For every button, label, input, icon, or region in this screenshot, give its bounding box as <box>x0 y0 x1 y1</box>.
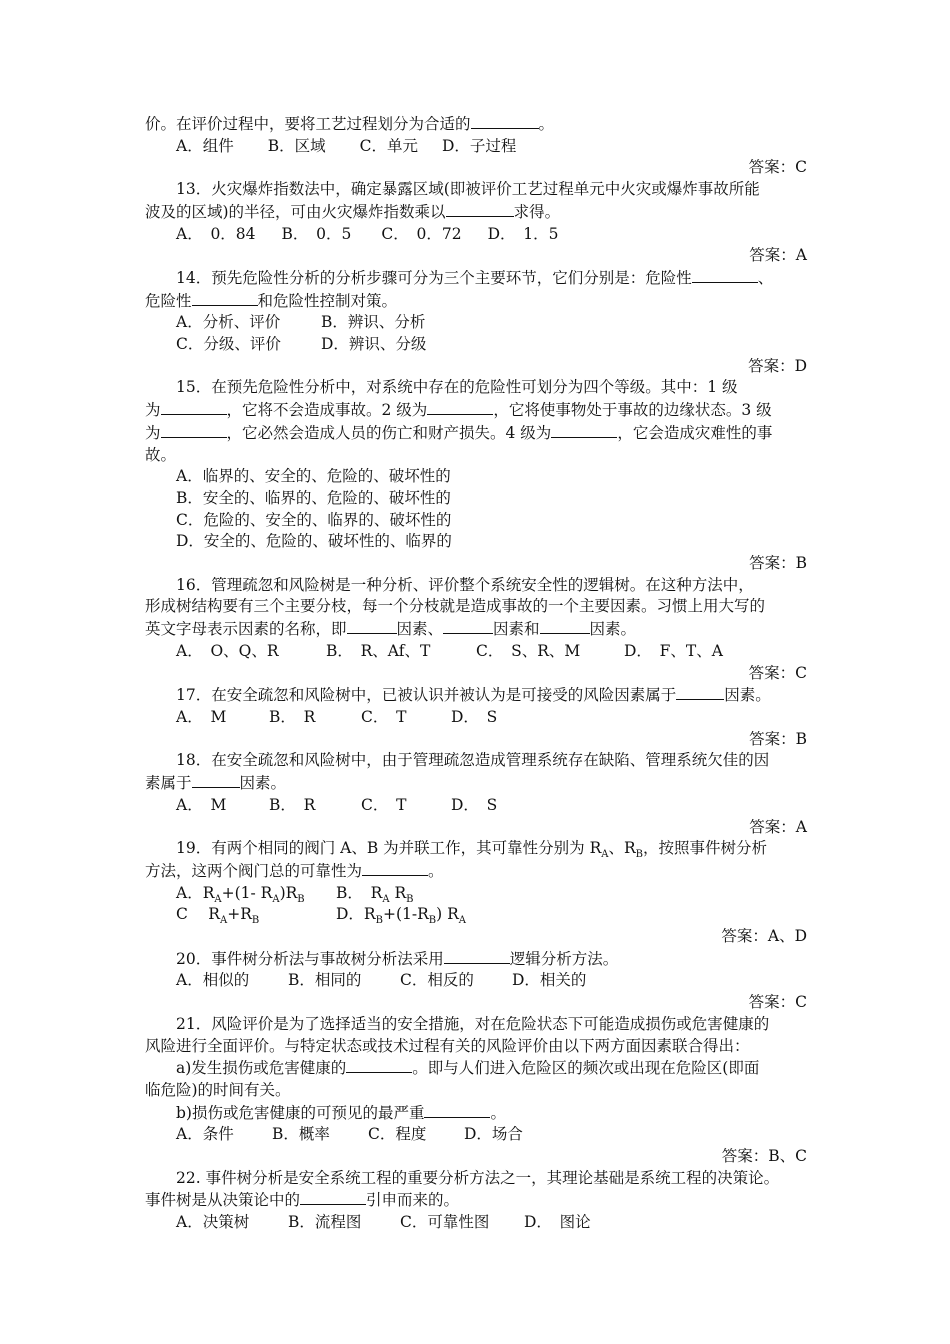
q16-options: A． O、Q、R B． R、Af、T C． S、R、M D． F、T、A <box>176 641 723 660</box>
q20-text: 20．事件树分析法与事故树分析法采用 逻辑分析方法。 <box>176 949 619 968</box>
q15-option-d: D．安全的、危险的、破坏性的、临界的 <box>176 532 452 551</box>
q15-option-a: A．临界的、安全的、危险的、破坏性的 <box>176 467 451 486</box>
answer-blank <box>692 267 758 283</box>
q17-text: 17．在安全疏忽和风险树中，已被认识并被认为是可接受的风险因素属于 因素。 <box>176 686 771 705</box>
q15-option-c: C．危险的、安全的、临界的、破坏性的 <box>176 510 452 529</box>
q13-text-line1: 13．火灾爆炸指数法中，确定暴露区域(即被评价工艺过程单元中火灾或爆炸事故所能 <box>176 180 760 199</box>
q17-options: A． M B． R C． T D． S <box>176 707 498 726</box>
q17-answer: 答案：B <box>749 729 807 748</box>
answer-blank <box>300 1189 366 1205</box>
answer-blank <box>161 399 227 415</box>
q19-option-c: C $R_A+R_B$ <box>176 905 260 927</box>
answer-blank <box>192 290 258 306</box>
answer-blank <box>446 201 514 217</box>
q21-options: A．条件 B．概率 C．程度 D．场合 <box>176 1125 523 1144</box>
q16-answer: 答案：C <box>748 663 807 682</box>
answer-blank <box>192 772 240 788</box>
q15-text-line4: 故。 <box>145 445 177 464</box>
q20-options: A．相似的 B．相同的 C．相反的 D．相关的 <box>176 971 587 990</box>
q16-text-line1: 16．管理疏忽和风险树是一种分析、评价整个系统安全性的逻辑树。在这种方法中， <box>176 575 754 594</box>
q19-option-b: B． $R_A$ $R_B$ <box>336 883 414 905</box>
q12-options: A．组件 B．区域 C．单元 D．子过程 <box>176 136 517 155</box>
q16-text-line3: 英文字母表示因素的名称，即 因素、 因素和 因素。 <box>145 620 637 639</box>
q21-answer: 答案：B、C <box>721 1147 807 1166</box>
q21-text-a2: 临危险)的时间有关。 <box>145 1080 291 1099</box>
answer-blank <box>471 113 539 129</box>
answer-blank <box>362 860 428 876</box>
answer-blank <box>427 399 493 415</box>
q19-text-line2: 方法，这两个阀门总的可靠性为 。 <box>145 861 444 880</box>
q12-answer: 答案：C <box>748 158 807 177</box>
q14-text-line1: 14．预先危险性分析的分析步骤可分为三个主要环节，它们分别是：危险性 、 <box>176 268 774 287</box>
q22-text-line2: 事件树是从决策论中的 引申而来的。 <box>145 1191 460 1210</box>
q12-text: 价。在评价过程中，要将工艺过程划分为合适的 。 <box>145 115 555 133</box>
answer-blank <box>347 618 397 634</box>
q21-text-line2: 风险进行全面评价。与特定状态或技术过程有关的风险评价由以下两方面因素联合得出： <box>145 1036 750 1055</box>
q22-options: A．决策树 B．流程图 C．可靠性图 D． 图论 <box>176 1213 591 1232</box>
q21-text-b: b)损伤或危害健康的可预见的最严重 。 <box>176 1103 506 1122</box>
q13-text-line2: 波及的区域)的半径，可由火灾爆炸指数乘以 求得。 <box>145 202 561 221</box>
q21-text-a1: a)发生损伤或危害健康的 。即与人们进入危险区的频次或出现在危险区(即面 <box>176 1059 760 1078</box>
q15-answer: 答案：B <box>749 554 807 573</box>
answer-blank <box>444 948 510 964</box>
q14-options-row2: C．分级、评价 D．辨识、分级 <box>176 335 427 354</box>
q22-text-line1: 22. 事件树分析是安全系统工程的重要分析方法之一，其理论基础是系统工程的决策论。 <box>176 1168 780 1187</box>
q14-options-row1: A．分析、评价 B．辨识、分析 <box>176 313 426 332</box>
q19-option-a: A．$R_A+(1-$ $R_A)R_B$ <box>176 883 305 905</box>
q19-answer: 答案：A、D <box>721 927 807 946</box>
q19-option-d: D．$R_B+(1-R_B)$ $R_A$ <box>336 905 467 927</box>
q18-text-line2: 素属于 因素。 <box>145 774 287 793</box>
q14-text-line2: 危险性 和危险性控制对策。 <box>145 291 398 310</box>
answer-blank <box>676 684 724 700</box>
q21-text-line1: 21．风险评价是为了选择适当的安全措施，对在危险状态下可能造成损伤或危害健康的 <box>176 1014 770 1033</box>
q13-answer: 答案：A <box>749 246 807 265</box>
answer-blank <box>443 618 493 634</box>
q13-options: A． 0．84 B． 0．5 C． 0．72 D． 1．5 <box>176 224 559 243</box>
q19-options-row1 <box>145 883 807 905</box>
q18-text-line1: 18．在安全疏忽和风险树中，由于管理疏忽造成管理系统存在缺陷、管理系统欠佳的因 <box>176 751 770 770</box>
q18-answer: 答案：A <box>749 817 807 836</box>
answer-blank <box>540 618 590 634</box>
q19-text-line1: 19．有两个相同的阀门 A、B 为并联工作，其可靠性分别为 $R_A$、$R_B$，按照事件树分析 <box>176 839 768 861</box>
q15-text-line2: 为 ，它将不会造成事故。2 级为 ，它将使事物处于事故的边缘状态。3 级 <box>145 401 772 420</box>
q19-options-row2 <box>145 904 807 926</box>
q15-option-b: B．安全的、临界的、危险的、破坏性的 <box>176 488 451 507</box>
q16-text-line2: 形成树结构要有三个主要分枝，每一个分枝就是造成事故的一个主要因素。习惯上用大写的 <box>145 597 766 616</box>
q15-text-line3: 为 ，它必然会造成人员的伤亡和财产损失。4 级为 ，它会造成灾难性的事 <box>145 423 773 442</box>
q18-options: A． M B． R C． T D． S <box>176 795 498 814</box>
q20-answer: 答案：C <box>748 993 807 1012</box>
q14-answer: 答案：D <box>748 356 807 375</box>
exam-page <box>145 113 807 1234</box>
answer-blank <box>424 1102 490 1118</box>
answer-blank <box>551 422 617 438</box>
q15-text-line1: 15．在预先危险性分析中，对系统中存在的危险性可划分为四个等级。其中：1 级 <box>176 378 738 397</box>
answer-blank <box>161 422 227 438</box>
answer-blank <box>346 1057 412 1073</box>
